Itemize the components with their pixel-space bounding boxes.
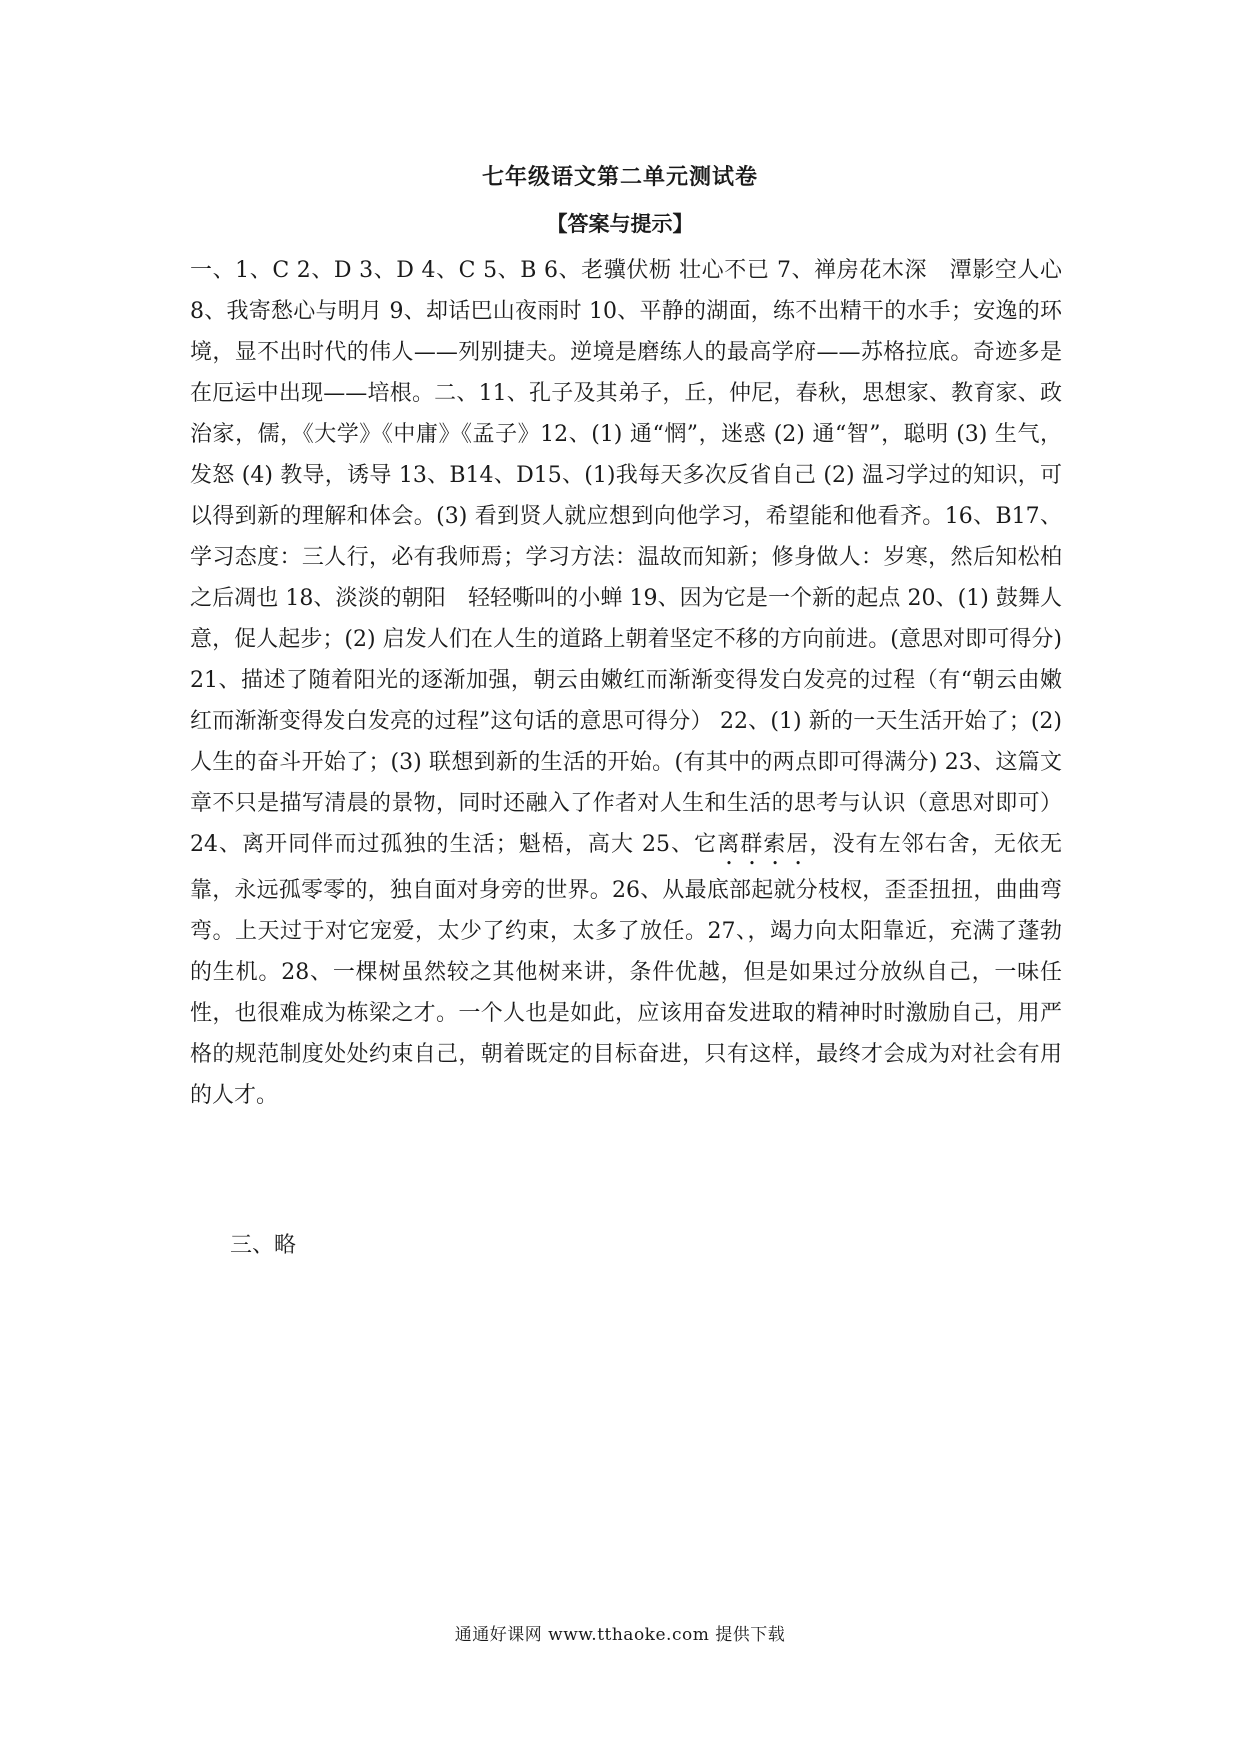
- section-three: 三、略: [230, 1233, 297, 1258]
- answer-heading: 【答案与提示】: [546, 211, 694, 236]
- answers-part-1: 一、1、C 2、D 3、D 4、C 5、B 6、老骥伏枥 壮心不已 7、禅房花木深 潭影空人心 8、我寄愁心与明月 9、却话巴山夜雨时 10、平静的湖面，练不出精干的水手；安逸的环境，显不出时代的伟人——列别捷夫。逆境是磨练人的最高学府——苏格拉底。奇迹多是在厄运中出现——培根。二、11、孔子及其弟子，丘，仲尼，春秋，思想家、教育家、政治家，儒，《大学》《中庸》《孟子》12、(1) 通“惘”，迷惑 (2) 通“智”，聪明 (3) 生气，发怒 (4) 教导，诱导 13、B14、D15、(1)我每天多次反省自己 (2) 温习学过的知识，可以得到新的理解和体会。(3) 看到贤人就应想到向他学习，希望能和他看齐。16、B17、学习态度：三人行，必有我师焉；学习方法：温故而知新；修身做人：岁寒，然后知松柏之后凋也 18、淡淡的朝阳 轻轻嘶叫的小蝉 19、因为它是一个新的起点 20、(1) 鼓舞人意，促人起步；(2) 启发人们在人生的道路上朝着坚定不移的方向前进。(意思对即可得分) 21、描述了随着阳光的逐渐加强，朝云由嫩红而渐渐变得发白发亮的过程（有“朝云由嫩红而渐渐变得发白发亮的过程”这句话的意思可得分） 22、(1) 新的一天生活开始了；(2) 人生的奋斗开始了；(3) 联想到新的生活的开始。(有其中的两点即可得满分) 23、这篇文章不只是描写清晨的景物，同时还融入了作者对人生和生活的思考与认识（意思对即可）24、离开同伴而过孤独的生活；魁梧，高大 25、它: [190, 258, 1062, 857]
- footer-source: 通通好课网 www.tthaoke.com 提供下载: [454, 1625, 786, 1645]
- emphasized-phrase: 离群索居: [717, 832, 810, 857]
- page-title: 七年级语文第二单元测试卷: [481, 164, 758, 190]
- answer-body: [190, 250, 1062, 1116]
- answers-part-2: ，没有左邻右舍，无依无靠，永远孤零零的，独自面对身旁的世界。26、从最底部起就分枝杈，歪歪扭扭，曲曲弯弯。上天过于对它宠爱，太少了约束，太多了放任。27、，竭力向太阳靠近，充满了蓬勃的生机。28、一棵树虽然较之其他树来讲，条件优越，但是如果过分放纵自己，一味任性，也很难成为栋梁之才。一个人也是如此，应该用奋发进取的精神时时激励自己，用严格的规范制度处处约束自己，朝着既定的目标奋进，只有这样，最终才会成为对社会有用的人才。: [190, 832, 1062, 1108]
